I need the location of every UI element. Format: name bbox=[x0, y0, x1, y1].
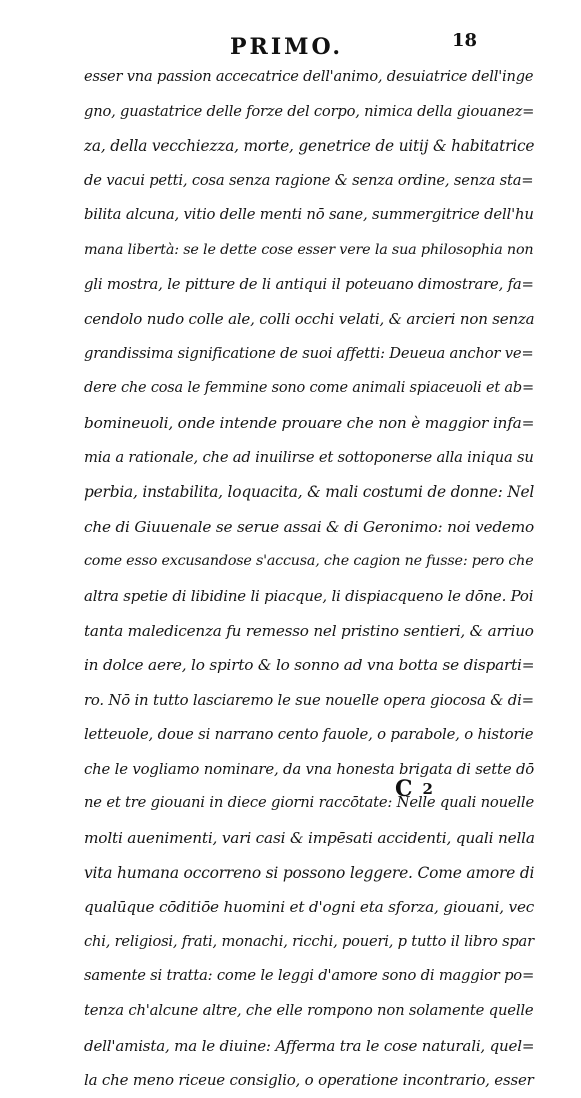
text-line: grandissima significatione de suoi affetti: Deueua anchor ve= bbox=[84, 344, 534, 362]
text-line: qualūque cōditiōe huomini et d'ogni eta sforza, giouani, vec bbox=[84, 898, 535, 917]
page-number: 18 bbox=[452, 30, 478, 51]
signature-letter: C bbox=[395, 776, 413, 802]
text-line: chi, religiosi, frati, monachi, ricchi, poueri, p tutto il libro spar bbox=[84, 932, 534, 950]
text-line: bilita alcuna, vitio delle menti nō sane, summergitrice dell'hu bbox=[84, 206, 534, 224]
text-line: ro. Nō in tutto lasciaremo le sue nouelle opera giocosa & di= bbox=[84, 690, 534, 709]
signature-mark bbox=[395, 776, 433, 802]
text-line: tanta maledicenza fu remesso nel pristino sentieri, & arriuo bbox=[84, 621, 534, 640]
text-line: za, della vecchiezza, morte, genetrice de uitij & habitatrice bbox=[84, 137, 535, 156]
text-line: samente si tratta: come le leggi d'amore sono di maggior po= bbox=[84, 967, 535, 985]
text-line: bomineuoli, onde intende prouare che non è maggior infa= bbox=[84, 413, 535, 432]
running-head bbox=[0, 30, 581, 64]
text-line: cendolo nudo colle ale, colli occhi velati, & arcieri non senza bbox=[84, 310, 535, 329]
text-line: che di Giuuenale se serue assai & di Geronimo: noi vedemo bbox=[84, 517, 534, 536]
signature-number: 2 bbox=[422, 780, 433, 798]
text-line: tenza ch'alcune altre, che elle rompono non solamente quelle bbox=[84, 1002, 534, 1020]
text-line: de vacui petti, cosa senza ragione & senza ordine, senza sta= bbox=[84, 171, 534, 189]
text-line: che le vogliamo nominare, da vna honesta brigata di sette dō bbox=[84, 759, 535, 778]
text-line: esser vna passion accecatrice dell'animo, desuiatrice dell'inge bbox=[84, 68, 534, 85]
text-line: gno, guastatrice delle forze del corpo, nimica della giouanez= bbox=[84, 102, 535, 120]
text-line: ne et tre giouani in diece giorni raccōtate: Nelle quali nouelle bbox=[84, 794, 534, 812]
text-line: mia a rationale, che ad inuilirse et sottoponerse alla iniqua su bbox=[84, 448, 534, 466]
text-line: letteuole, doue si narrano cento fauole, o parabole, o historie bbox=[84, 725, 534, 744]
text-line: dell'amista, ma le diuine: Afferma tra le cose naturali, quel= bbox=[84, 1036, 535, 1055]
text-line: altra spetie di libidine li piacque, li dispiacqueno le dōne. Poi bbox=[84, 586, 534, 605]
running-head-title: PRIMO. bbox=[230, 34, 344, 60]
text-line: come esso excusandose s'accusa, che cagion ne fusse: pero che bbox=[84, 553, 534, 570]
text-line: perbia, instabilita, loquacita, & mali costumi de donne: Nel bbox=[84, 483, 535, 502]
text-line: mana libertà: se le dette cose esser vere la sua philosophia non bbox=[84, 241, 534, 258]
text-line: gli mostra, le pitture de li antiqui il poteuano dimostrare, fa= bbox=[84, 275, 534, 293]
text-line: molti auenimenti, vari casi & impēsati accidenti, quali nella bbox=[84, 829, 535, 848]
text-line: vita humana occorreno si possono leggere. Come amore di bbox=[84, 863, 535, 882]
body-text bbox=[84, 60, 535, 1098]
text-line: la che meno riceue consiglio, o operatione incontrario, esser bbox=[84, 1071, 534, 1090]
text-line: dere che cosa le femmine sono come animali spiaceuoli et ab= bbox=[84, 380, 534, 397]
text-line: in dolce aere, lo spirto & lo sonno ad vna botta se disparti= bbox=[84, 656, 535, 675]
